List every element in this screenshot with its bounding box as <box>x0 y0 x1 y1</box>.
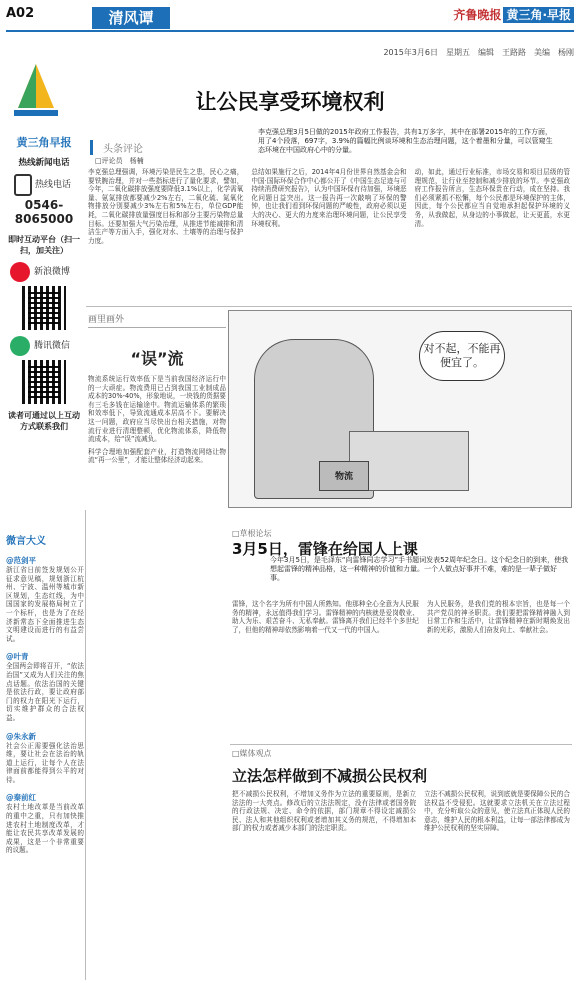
section-header: 清风谭 <box>92 7 170 29</box>
header-rule <box>6 30 574 32</box>
divider <box>86 306 572 307</box>
commentary-col-1: 李克强总理强调，环境污染是民生之患，民心之痛，要铁腕治理，并对一些指标进行了量化要求，譬如，今年，二氧化碳排放强度要降低3.1%以上，化学需氧量、氨氮排放都要减少2%左右，二氧化硫、氮氧化物排放分别要减少3%左右和5%左右，单位GDP能耗，二氧化碳排放量强度目标和部分主要污染物总量目标。还要加强大气污染治理，从推进节能减排和清洁生产等方面入手，强化对水、土壤等的治理与保护力度。 <box>88 168 244 245</box>
commentary-lead: 李克强总理3月5日做的2015年政府工作报告，共有1万多字，其中在部署2015年的工作方面，用了4个段落，697字，3.9%的篇幅比例谈环境和生态治理问题，这个着墨和分量，可以管窥生态环境在中国政府心中的分量。 <box>258 128 553 154</box>
left-sidebar <box>6 60 82 432</box>
paper-sublogo: 黄三角·早报 <box>503 7 574 23</box>
phone-icon <box>14 174 32 196</box>
paper-name: 齐鲁晚报 <box>453 8 502 22</box>
leifeng-col-1: 雷锋，这个名字为所有中国人所熟知。他那种全心全意为人民服务的精神，永远值得我们学习。雷锋精神的内核就是爱岗敬业、助人为乐、艰苦奋斗、无私奉献。雷锋离开我们已经半个多世纪了，但他的精神却依然影响着一代又一代的中国人。 <box>232 600 419 634</box>
column-rule <box>85 510 86 980</box>
page-number: A02 <box>6 6 35 21</box>
huaxi-text: 物流系统运行效率低下是当前我国经济运行中的一大顽症。物流费用已占到我国工业制成品成本的30%-40%，形象地说，一块钱的货据要有三毛多钱在运输途中。物流运输体系的繁琐和效率低下，导致流通成本居高不下。要解决这一问题，政府应当尽快出台相关措施，对物流行业进行清理整顿，优化物流体系，降低物流成本，给“误”流减负。 <box>88 375 226 444</box>
weibo-item: @秦前红 农村土地改革是当前改革的重中之重，只有加快推进农村土地制度改革，才能让农民共享改革发展的成果，这是一个非常重要的议题。 <box>6 793 84 855</box>
huaxi-box <box>88 312 226 496</box>
main-headline: 让公民享受环境权利 <box>195 90 385 114</box>
dateline: 2015年3月6日 星期五 编辑 王路路 美编 杨刚 <box>383 48 574 57</box>
phone-row <box>6 174 82 196</box>
wechat-label: 腾讯微信 <box>34 340 71 351</box>
legislation-title: 立法怎样做到不减损公民权利 <box>232 767 428 785</box>
brand-logo-icon <box>6 60 66 128</box>
wechat-qr-code <box>22 360 66 404</box>
leifeng-tag: □草根论坛 <box>232 529 272 538</box>
wechat-icon <box>10 336 30 356</box>
commentary-tag: 头条评论 <box>90 140 143 155</box>
legislation-col-2: 立法不减损公民权利，说到底就是要保障公民的合法权益不受侵犯。这就要求立法机关在立法过程中，充分听取公众的意见，使立法真正体现人民的意志，维护人民的根本利益，让每一部法律都成为维护公民权利的坚实屏障。 <box>424 790 570 833</box>
weibo-column <box>6 528 84 855</box>
paper-logo <box>453 6 574 23</box>
brand-name: 黄三角早报 <box>16 136 72 149</box>
interact-title: 即时互动平台（扫一扫，加关注） <box>8 235 80 255</box>
legislation-col-1: 把不减损公民权利，不增加义务作为立法的重要原则，是新立法法的一大亮点。修改后的立法法规定，没有法律或者国务院的行政法规、决定、命令的依据，部门规章不得设定减损公民、法人和其他组织权利或者增加其义务的规范，不得增加本部门的权力或者减少本部门的法定职责。 <box>232 790 417 833</box>
huaxi-note: 科学合理地加强配套产业，打造物流网络让物流“再一公里”，才能让整体经济动起来。 <box>88 447 226 465</box>
commentary-body <box>88 168 570 245</box>
hotline-title: 热线新闻电话 <box>18 158 70 168</box>
weibo-label: 新浪微博 <box>34 266 71 277</box>
phone-label: 热线电话 <box>35 180 72 190</box>
leifeng-body <box>232 600 570 634</box>
phone-number[interactable]: 0546-8065000 <box>14 198 74 226</box>
weibo-item: @朱永新 社会公正需要强化法治思维，要让社会在法治的轨道上运行，让每个人在法律面前都能得到公平的对待。 <box>6 731 84 784</box>
weibo-item: @范剑平 浙江省日前签发规划公开征求意见稿，规划浙江杭州、宁波、温州等城市新区规划，生态红线，为中国国家的发展格局树立了一个标杆，也是为了在经济新常态下全面推进生态文明建设而进行的有益尝试。 <box>6 556 84 643</box>
editorial-cartoon <box>228 310 572 508</box>
divider <box>230 744 572 745</box>
reader-note: 读者可通过以上互动方式联系我们 <box>8 411 80 431</box>
legislation-body <box>232 790 570 833</box>
leifeng-lead: 今年3月5日，是毛泽东“向雷锋同志学习”手书题词发表52周年纪念日。这个纪念日的到来，使我想起雷锋的精神品格，这一种精神的价值和力量。一个人做点好事并不难，难的是一辈子做好事。 <box>270 556 569 582</box>
weibo-qr-code <box>22 286 66 330</box>
wechat-row[interactable] <box>6 336 82 356</box>
cartoon-label: 物流 <box>319 461 369 491</box>
huaxi-word: “误”流 <box>130 349 184 368</box>
huaxi-title: 画里画外 <box>88 312 226 328</box>
commentary-col-2: 总结如果施行之后，2014年4月份世界自然基金会和中国·国际环保合作中心都公开了《中国生态足迹与可持续消费研究报告》，认为中国环保有待加强，环境恶化问题日益突出。这一报告再一次敲响了环保的警钟，也让我们看到环保问题的严峻性，政府必须以更大的决心、更大的力度来治理环境问题，让公民享受环境权利。 <box>251 168 407 228</box>
weibo-item: @叶青 全国两会即将召开，“依法治国”又成为人们关注的焦点话题。依法治国的关键是依法行政，要让政府部门的权力在阳光下运行，切实维护群众的合法权益。 <box>6 652 84 722</box>
legislation-tag: □媒体观点 <box>232 749 272 758</box>
weibo-column-title: 微言大义 <box>6 536 46 547</box>
speech-bubble: 对不起，不能再便宜了。 <box>419 331 505 381</box>
weibo-icon <box>10 262 30 282</box>
leifeng-col-2: 为人民服务，是我们党的根本宗旨，也是每一个共产党员的神圣职责。我们要把雷锋精神融入到日常工作和生活中，让雷锋精神在新时期焕发出新的光彩，激励人们奋发向上、奉献社会。 <box>426 600 570 634</box>
leifeng-title: 3月5日，雷锋在给国人上课 <box>232 540 418 558</box>
commentary-author: □评论员 杨楠 <box>95 157 144 165</box>
commentary-col-3: 动，如此，通过行业标准，市场交易和项目层级的管理规范，让行业至控制和减少排放的环节。李克强政府工作报告所言，生态环保贵在行动，成在坚持。我们必须紧抓不松懈，每个公民都是环境保护的主体，因此，每个公民都应当自觉地承担起保护环境的义务，从我做起，从身边的小事做起，让天更蓝，水更清。 <box>414 168 570 228</box>
weibo-row[interactable] <box>6 262 82 282</box>
